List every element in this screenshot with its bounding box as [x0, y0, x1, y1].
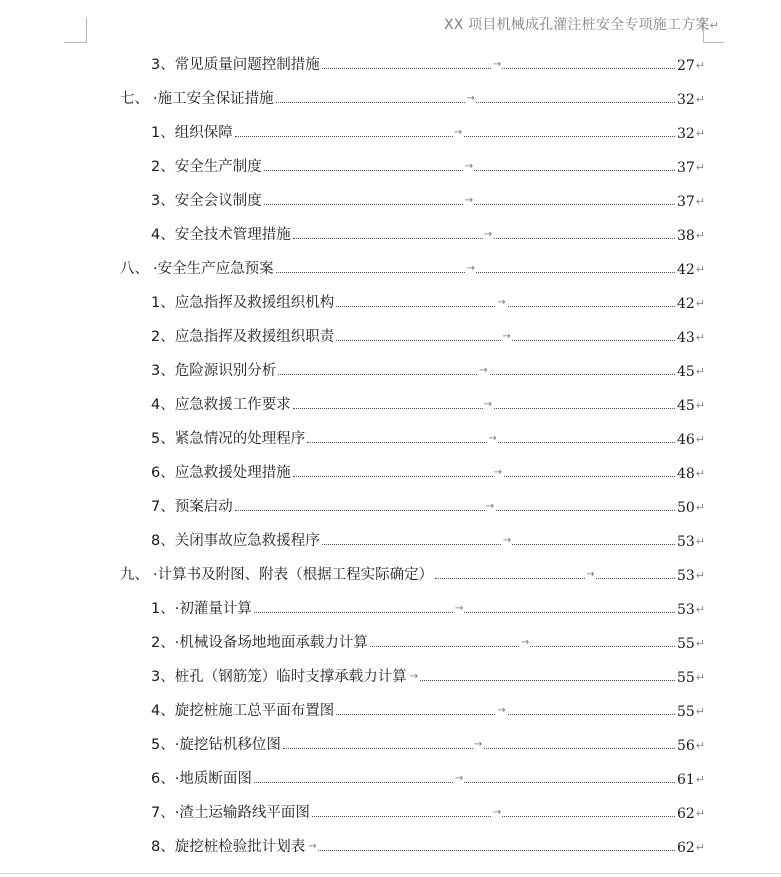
- tab-mark-icon: →: [466, 93, 475, 104]
- dot-leader: [276, 263, 675, 274]
- toc-entry[interactable]: [151, 492, 705, 516]
- tab-mark-icon: →: [454, 773, 464, 784]
- toc-entry[interactable]: [151, 186, 705, 210]
- toc-entry-page: 56: [676, 738, 695, 754]
- page-corner-mark-left: [64, 18, 87, 43]
- toc-entry-page: 53: [676, 602, 695, 618]
- tab-mark-icon: →: [502, 535, 512, 546]
- tab-mark-icon: →: [464, 161, 474, 172]
- dot-leader: [235, 127, 675, 138]
- toc-entry[interactable]: [151, 220, 705, 244]
- dot-leader: [312, 807, 675, 818]
- toc-entry-number: 2、: [151, 635, 175, 651]
- toc-entry-number: 5、: [151, 737, 175, 753]
- toc-entry-number: 5、: [151, 431, 175, 447]
- toc-entry-number: 3、: [151, 363, 175, 379]
- tab-mark-icon: →: [453, 127, 463, 138]
- tab-mark-icon: →: [492, 59, 502, 70]
- tab-mark-icon: →: [409, 671, 419, 682]
- toc-entry-number: 4、: [151, 703, 175, 719]
- toc-entry-page: 37: [676, 194, 695, 210]
- toc-entry-title: 关闭事故应急救援程序: [174, 533, 320, 549]
- dot-leader: [336, 705, 675, 716]
- tab-mark-icon: →: [464, 195, 474, 206]
- tab-mark-icon: →: [454, 603, 464, 614]
- toc-entry[interactable]: [151, 832, 705, 856]
- toc-entry-title: 常见质量问题控制措施: [174, 57, 320, 73]
- toc-entry-page: 42: [676, 296, 695, 312]
- toc-entry[interactable]: [151, 118, 705, 142]
- toc-entry[interactable]: [151, 730, 705, 754]
- toc-entry[interactable]: [151, 764, 705, 788]
- toc-entry-title: ·初灌量计算: [174, 601, 252, 617]
- toc-entry-title: ·安全生产应急预案: [153, 261, 274, 277]
- toc-entry[interactable]: [151, 356, 705, 380]
- toc-entry-number: 3、: [151, 669, 175, 685]
- dot-leader: [336, 331, 675, 342]
- toc-entry[interactable]: [151, 458, 705, 482]
- toc-entry[interactable]: [151, 322, 705, 346]
- toc-entry-page: 38: [676, 228, 695, 244]
- toc-entry-page: 53: [676, 534, 695, 550]
- toc-entry-title: ·地质断面图: [174, 771, 252, 787]
- toc-entry[interactable]: [151, 798, 705, 822]
- tab-mark-icon: →: [466, 263, 475, 274]
- paragraph-mark-icon: ↵: [695, 433, 705, 446]
- dot-leader: [278, 365, 675, 376]
- toc-entry-number: 1、: [151, 125, 175, 141]
- tab-mark-icon: →: [479, 365, 488, 376]
- toc-entry-page: 50: [676, 500, 695, 516]
- paragraph-mark-icon: ↵: [695, 365, 705, 378]
- toc-entry-number: 4、: [151, 397, 175, 413]
- dot-leader: [276, 93, 675, 104]
- toc-entry-page: 32: [676, 126, 695, 142]
- paragraph-mark-icon: ↵: [695, 59, 705, 72]
- toc-entry[interactable]: [151, 662, 705, 686]
- paragraph-mark-icon: ↵: [695, 297, 705, 310]
- toc-entry-title: 应急救援工作要求: [174, 397, 291, 413]
- tab-mark-icon: →: [493, 467, 503, 478]
- dot-leader: [307, 841, 675, 852]
- toc-entry[interactable]: [120, 254, 705, 278]
- page-header: [444, 14, 719, 34]
- dot-leader: [293, 399, 675, 410]
- toc-entry-title: ·计算书及附图、附表（根据工程实际确定）: [153, 567, 434, 583]
- paragraph-mark-icon: ↵: [695, 841, 705, 854]
- toc-entry-number: 九、: [120, 567, 149, 583]
- paragraph-mark-icon: ↵: [695, 705, 705, 718]
- paragraph-mark-icon: ↵: [695, 535, 705, 548]
- dot-leader: [322, 535, 675, 546]
- tab-mark-icon: →: [483, 399, 493, 410]
- dot-leader: [435, 569, 675, 580]
- tab-mark-icon: →: [488, 433, 497, 444]
- toc-entry-page: 53: [676, 568, 695, 584]
- paragraph-mark-icon: ↵: [695, 807, 705, 820]
- tab-mark-icon: →: [497, 297, 506, 308]
- toc-entry-title: 组织保障: [174, 125, 233, 141]
- toc-entry[interactable]: [151, 152, 705, 176]
- paragraph-mark-icon: ↵: [695, 773, 705, 786]
- paragraph-mark-icon: ↵: [695, 637, 705, 650]
- paragraph-mark-icon: ↵: [695, 467, 705, 480]
- toc-entry-page: 55: [676, 704, 695, 720]
- toc-entry-number: 3、: [151, 193, 175, 209]
- toc-entry-title: 危险源识别分析: [174, 363, 277, 379]
- toc-entry-title: 旋挖桩检验批计划表: [174, 839, 306, 855]
- paragraph-mark-icon: ↵: [695, 161, 705, 174]
- dot-leader: [264, 195, 675, 206]
- toc-entry-title: ·施工安全保证措施: [153, 91, 274, 107]
- toc-entry-title: ·机械设备场地地面承载力计算: [174, 635, 368, 651]
- toc-entry-title: 安全会议制度: [174, 193, 262, 209]
- toc-entry-number: 3、: [151, 57, 175, 73]
- toc-entry[interactable]: [151, 696, 705, 720]
- toc-entry-page: 46: [676, 432, 695, 448]
- tab-mark-icon: →: [492, 807, 502, 818]
- toc-entry-number: 1、: [151, 295, 175, 311]
- toc-entry-number: 7、: [151, 805, 175, 821]
- toc-entry-page: 61: [676, 772, 695, 788]
- toc-entry-page: 37: [676, 160, 695, 176]
- toc-entry-number: 8、: [151, 533, 175, 549]
- tab-mark-icon: →: [497, 705, 506, 716]
- paragraph-mark-icon: ↵: [695, 569, 705, 582]
- dot-leader: [283, 739, 675, 750]
- toc-entry-page: 42: [676, 262, 695, 278]
- dot-leader: [254, 603, 675, 614]
- paragraph-mark-icon: ↵: [695, 263, 705, 276]
- toc-entry[interactable]: [151, 628, 705, 652]
- page-bottom-divider: [0, 873, 781, 874]
- toc-entry-number: 7、: [151, 499, 175, 515]
- paragraph-mark-icon: ↵: [695, 331, 705, 344]
- tab-mark-icon: →: [502, 331, 511, 342]
- paragraph-mark-icon: ↵: [695, 229, 705, 242]
- toc-entry-number: 1、: [151, 601, 175, 617]
- toc-entry-page: 55: [676, 670, 695, 686]
- dot-leader: [409, 671, 675, 682]
- toc-entry[interactable]: [151, 288, 705, 312]
- toc-entry[interactable]: [151, 50, 705, 74]
- toc-entry-number: 8、: [151, 839, 175, 855]
- toc-entry-number: 2、: [151, 159, 175, 175]
- dot-leader: [307, 433, 675, 444]
- paragraph-mark-icon: ↵: [695, 93, 705, 106]
- dot-leader: [370, 637, 675, 648]
- toc-entry-title: 安全生产制度: [174, 159, 262, 175]
- toc-entry-title: 预案启动: [174, 499, 233, 515]
- paragraph-mark-icon: ↵: [695, 603, 705, 616]
- toc-entry[interactable]: [151, 390, 705, 414]
- toc-entry-page: 62: [676, 806, 695, 822]
- header-title: XX 项目机械成孔灌注桩安全专项施工方案: [443, 17, 710, 33]
- toc-entry-title: 安全技术管理措施: [174, 227, 291, 243]
- toc-entry-number: 2、: [151, 329, 175, 345]
- toc-entry-title: 应急救援处理措施: [174, 465, 291, 481]
- toc-entry[interactable]: [151, 594, 705, 618]
- paragraph-mark-icon: ↵: [695, 739, 705, 752]
- tab-mark-icon: →: [473, 739, 483, 750]
- toc-entry[interactable]: [151, 526, 705, 550]
- dot-leader: [264, 161, 675, 172]
- toc-entry-number: 4、: [151, 227, 175, 243]
- paragraph-mark-icon: ↵: [709, 19, 719, 32]
- toc-entry-title: 应急指挥及救援组织职责: [174, 329, 335, 345]
- toc-entry[interactable]: [120, 84, 705, 108]
- toc-entry-title: 桩孔（钢筋笼）临时支撑承载力计算: [174, 669, 407, 685]
- toc-entry-page: 62: [676, 840, 695, 856]
- dot-leader: [293, 229, 675, 240]
- toc-entry-title: 旋挖桩施工总平面布置图: [174, 703, 335, 719]
- toc-entry-page: 43: [676, 330, 695, 346]
- tab-mark-icon: →: [485, 501, 495, 512]
- paragraph-mark-icon: ↵: [695, 127, 705, 140]
- paragraph-mark-icon: ↵: [695, 195, 705, 208]
- tab-mark-icon: →: [586, 569, 595, 580]
- dot-leader: [235, 501, 675, 512]
- toc-entry[interactable]: [151, 424, 705, 448]
- toc-entry-number: 七、: [120, 91, 149, 107]
- toc-entry-page: 48: [676, 466, 695, 482]
- toc-entry[interactable]: [120, 560, 705, 584]
- toc-entry-page: 45: [676, 398, 695, 414]
- paragraph-mark-icon: ↵: [695, 501, 705, 514]
- toc-entry-title: 应急指挥及救援组织机构: [174, 295, 335, 311]
- toc-entry-page: 45: [676, 364, 695, 380]
- tab-mark-icon: →: [483, 229, 493, 240]
- toc-entry-number: 八、: [120, 261, 149, 277]
- toc-entry-title: ·渣土运输路线平面图: [174, 805, 310, 821]
- toc-entry-number: 6、: [151, 465, 175, 481]
- toc-entry-title: 紧急情况的处理程序: [174, 431, 306, 447]
- dot-leader: [254, 773, 675, 784]
- toc-entry-page: 32: [676, 92, 695, 108]
- paragraph-mark-icon: ↵: [695, 399, 705, 412]
- toc-entry-page: 27: [676, 58, 695, 74]
- toc-entry-title: ·旋挖钻机移位图: [174, 737, 281, 753]
- tab-mark-icon: →: [520, 637, 530, 648]
- dot-leader: [322, 59, 675, 70]
- paragraph-mark-icon: ↵: [695, 671, 705, 684]
- toc-entry-page: 55: [676, 636, 695, 652]
- toc-entry-number: 6、: [151, 771, 175, 787]
- tab-mark-icon: →: [308, 841, 317, 852]
- dot-leader: [336, 297, 675, 308]
- dot-leader: [293, 467, 675, 478]
